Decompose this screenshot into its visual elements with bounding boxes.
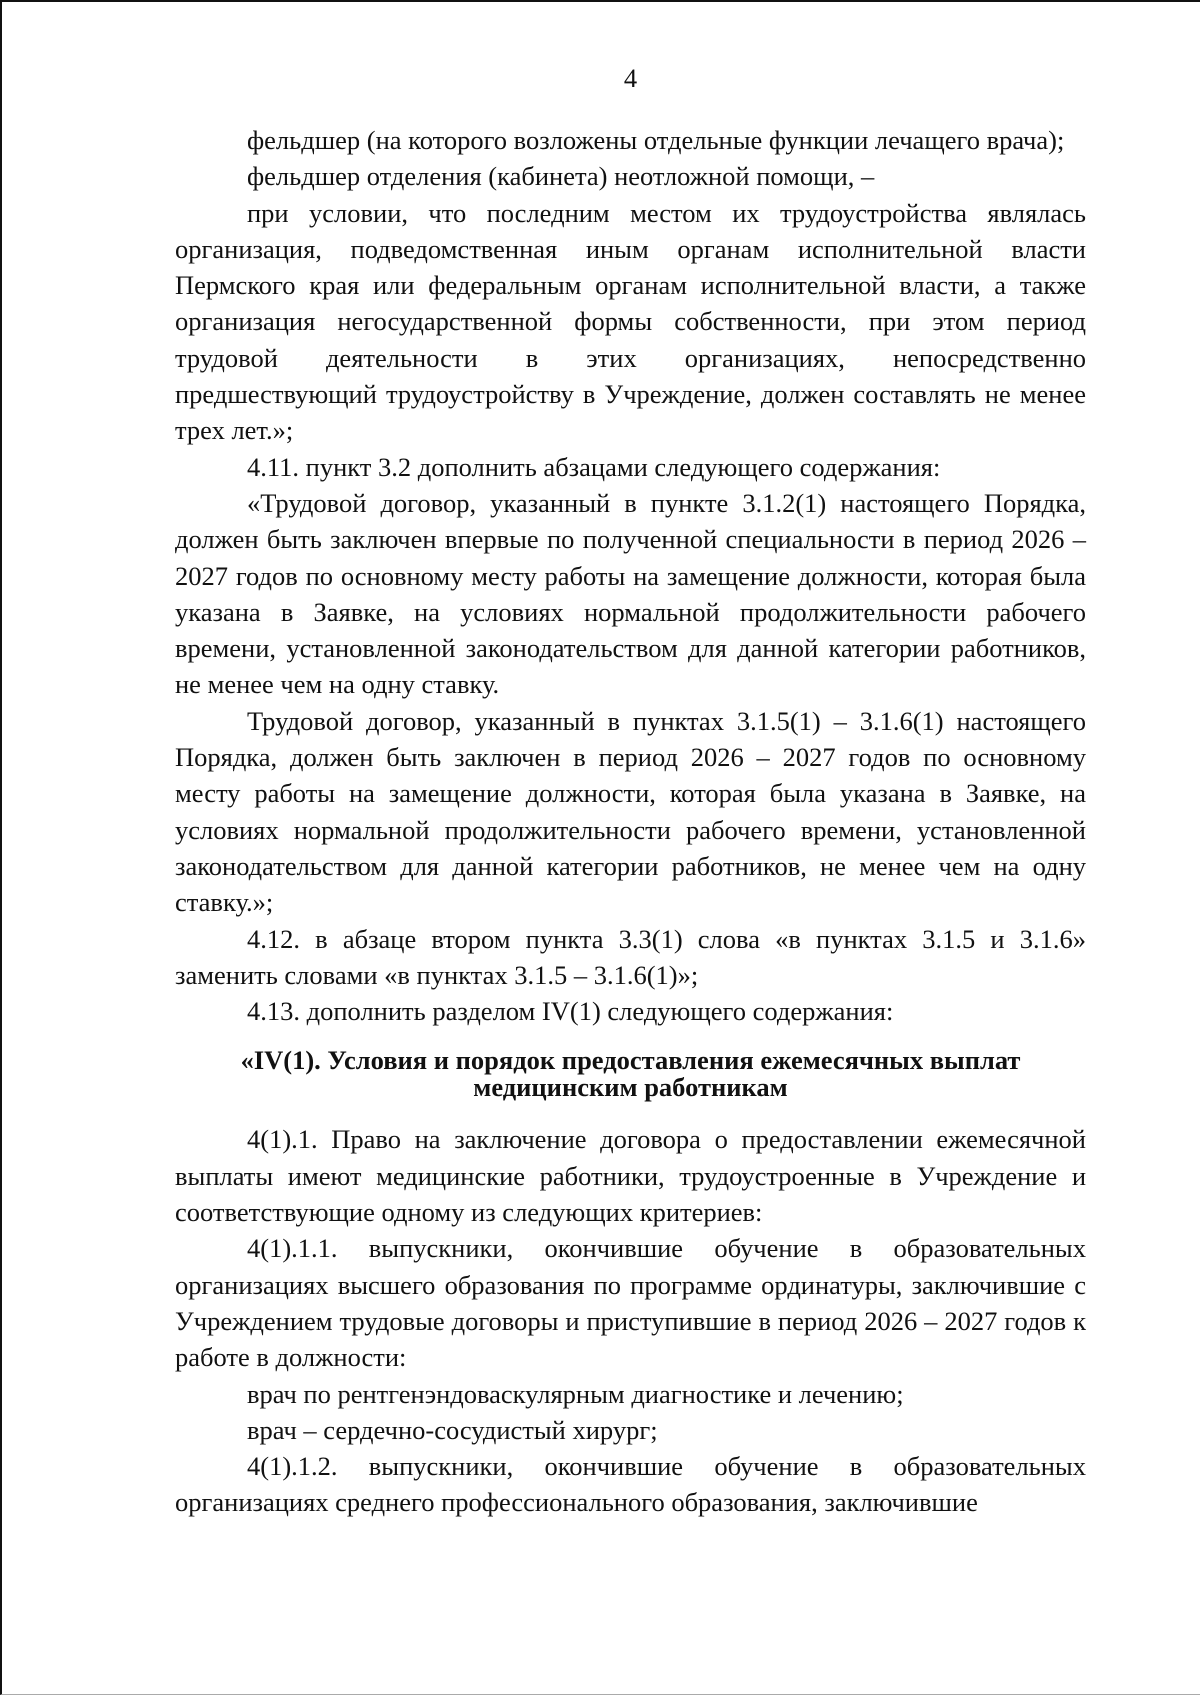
paragraph: 4(1).1.2. выпускники, окончившие обучение в образовательных организациях среднего профессионального образования, заключившие bbox=[175, 1451, 1086, 1518]
paragraph: 4(1).1.1. выпускники, окончившие обучение в образовательных организациях высшего образования по программе ординатуры, заключившие с Учреждением трудовые договоры и приступившие в период 2026 – 2027 годов к работе в должности: bbox=[175, 1233, 1086, 1373]
paragraph: 4(1).1. Право на заключение договора о предоставлении ежемесячной выплаты имеют медицинские работники, трудоустроенные в Учреждение и соответствующие одному из следующих критериев: bbox=[175, 1124, 1086, 1228]
paragraph: Трудовой договор, указанный в пунктах 3.1.5(1) – 3.1.6(1) настоящего Порядка, должен быть заключен в период 2026 – 2027 годов по основному месту работы на замещение должности, которая была указана в Заявке, на условиях нормальной продолжительности рабочего времени, установленной законодательством для данной категории работников, не менее чем на одну ставку.»; bbox=[175, 705, 1086, 918]
section-heading bbox=[175, 1047, 1086, 1101]
document-page bbox=[175, 60, 1086, 1521]
paragraph: врач по рентгенэндоваскулярным диагностике и лечению; bbox=[247, 1378, 904, 1409]
section-heading-line: медицинским работникам bbox=[473, 1072, 788, 1103]
paragraph: врач – сердечно-сосудистый хирург; bbox=[247, 1414, 658, 1445]
section-heading-line: «IV(1). Условия и порядок предоставления ежемесячных выплат bbox=[240, 1045, 1021, 1076]
paragraph: 4.11. пункт 3.2 дополнить абзацами следующего содержания: bbox=[247, 451, 941, 482]
paragraph: фельдшер отделения (кабинета) неотложной помощи, – bbox=[247, 161, 875, 192]
paragraph: при условии, что последним местом их трудоустройства являлась организация, подведомственная иным органам исполнительной власти Пермского края или федеральным органам исполнительной власти, а также организация негосударственной формы собственности, при этом период трудовой деятельности в этих организациях, непосредственно предшествующий трудоустройству в Учреждение, должен составлять не менее трех лет.»; bbox=[175, 197, 1086, 446]
page-number: 4 bbox=[623, 63, 638, 93]
paragraph: «Трудовой договор, указанный в пункте 3.1.2(1) настоящего Порядка, должен быть заключен впервые по полученной специальности в период 2026 – 2027 годов по основному месту работы на замещение должности, которая была указана в Заявке, на условиях нормальной продолжительности рабочего времени, установленной законодательством для данной категории работников, не менее чем на одну ставку. bbox=[175, 487, 1086, 700]
paragraph: 4.13. дополнить разделом IV(1) следующего содержания: bbox=[247, 996, 894, 1027]
paragraph: фельдшер (на которого возложены отдельные функции лечащего врача); bbox=[247, 125, 1065, 155]
paragraph: 4.12. в абзаце втором пункта 3.3(1) слова «в пунктах 3.1.5 и 3.1.6» заменить словами «в пунктах 3.1.5 – 3.1.6(1)»; bbox=[175, 923, 1086, 990]
